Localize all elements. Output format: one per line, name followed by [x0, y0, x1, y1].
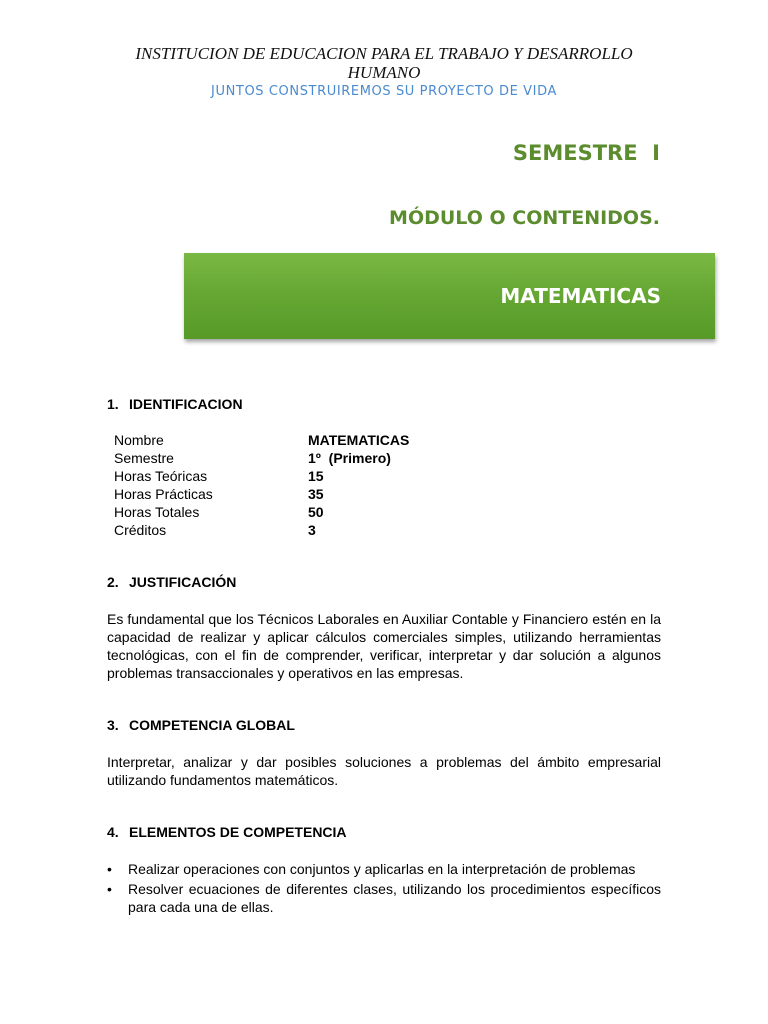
subject-banner: [184, 253, 715, 339]
institution-motto: JUNTOS CONSTRUIREMOS SU PROYECTO DE VIDA: [211, 84, 557, 99]
row-label: Horas Prácticas: [114, 486, 213, 502]
competencia-global-paragraph: Interpretar, analizar y dar posibles soluciones a problemas del ámbito empresarial utilizando fundamentos matemáticos.: [107, 754, 661, 788]
section-title: JUSTIFICACIÓN: [129, 574, 237, 590]
table-row: [114, 431, 614, 449]
section-number: 1.: [107, 396, 119, 412]
section-identificacion-heading: [107, 396, 243, 412]
section-number: 3.: [107, 717, 119, 733]
bullet-icon: •: [107, 861, 112, 877]
section-title: IDENTIFICACION: [129, 396, 243, 412]
subject-banner-title: MATEMATICAS: [500, 284, 661, 308]
row-value: MATEMATICAS: [308, 432, 410, 448]
semester-heading: SEMESTRE I: [512, 141, 660, 165]
row-value: 35: [308, 486, 324, 502]
list-item-text: Resolver ecuaciones de diferentes clases, utilizando los procedimientos específicos para cada una de ellas.: [128, 881, 661, 915]
identification-table: [114, 431, 614, 539]
bullet-icon: •: [107, 881, 112, 897]
row-value: 50: [308, 504, 324, 520]
row-value: 3: [308, 522, 316, 538]
section-justificacion-heading: [107, 574, 236, 590]
competency-elements-list: [107, 860, 661, 918]
row-value: 1º (Primero): [308, 450, 391, 466]
table-row: [114, 503, 614, 521]
row-label: Nombre: [114, 432, 164, 448]
table-row: [114, 485, 614, 503]
section-title: COMPETENCIA GLOBAL: [129, 717, 295, 733]
section-competencia-global-heading: [107, 717, 295, 733]
table-row: [114, 449, 614, 467]
row-value: 15: [308, 468, 324, 484]
table-row: [114, 467, 614, 485]
institution-title: INSTITUCION DE EDUCACION PARA EL TRABAJO Y DESARROLLO HUMANO: [135, 44, 633, 82]
table-row: [114, 521, 614, 539]
section-number: 2.: [107, 574, 119, 590]
row-label: Horas Totales: [114, 504, 200, 520]
justificacion-paragraph: Es fundamental que los Técnicos Laborales en Auxiliar Contable y Financiero estén en la capacidad de realizar y aplicar cálculos comerciales simples, utilizando herramientas tecnológicas, con el fin de comprender, verificar, interpretar y dar solución a algunos problemas transaccionales y operativos en las empresas.: [107, 611, 661, 681]
row-label: Semestre: [114, 450, 174, 466]
row-label: Créditos: [114, 522, 167, 538]
row-label: Horas Teóricas: [114, 468, 208, 484]
list-item: [107, 880, 661, 916]
section-number: 4.: [107, 824, 119, 840]
section-elementos-heading: [107, 824, 347, 840]
section-title: ELEMENTOS DE COMPETENCIA: [129, 824, 347, 840]
module-heading: MÓDULO O CONTENIDOS.: [389, 207, 660, 229]
list-item: [107, 860, 661, 878]
list-item-text: Realizar operaciones con conjuntos y aplicarlas en la interpretación de problemas: [128, 861, 636, 877]
